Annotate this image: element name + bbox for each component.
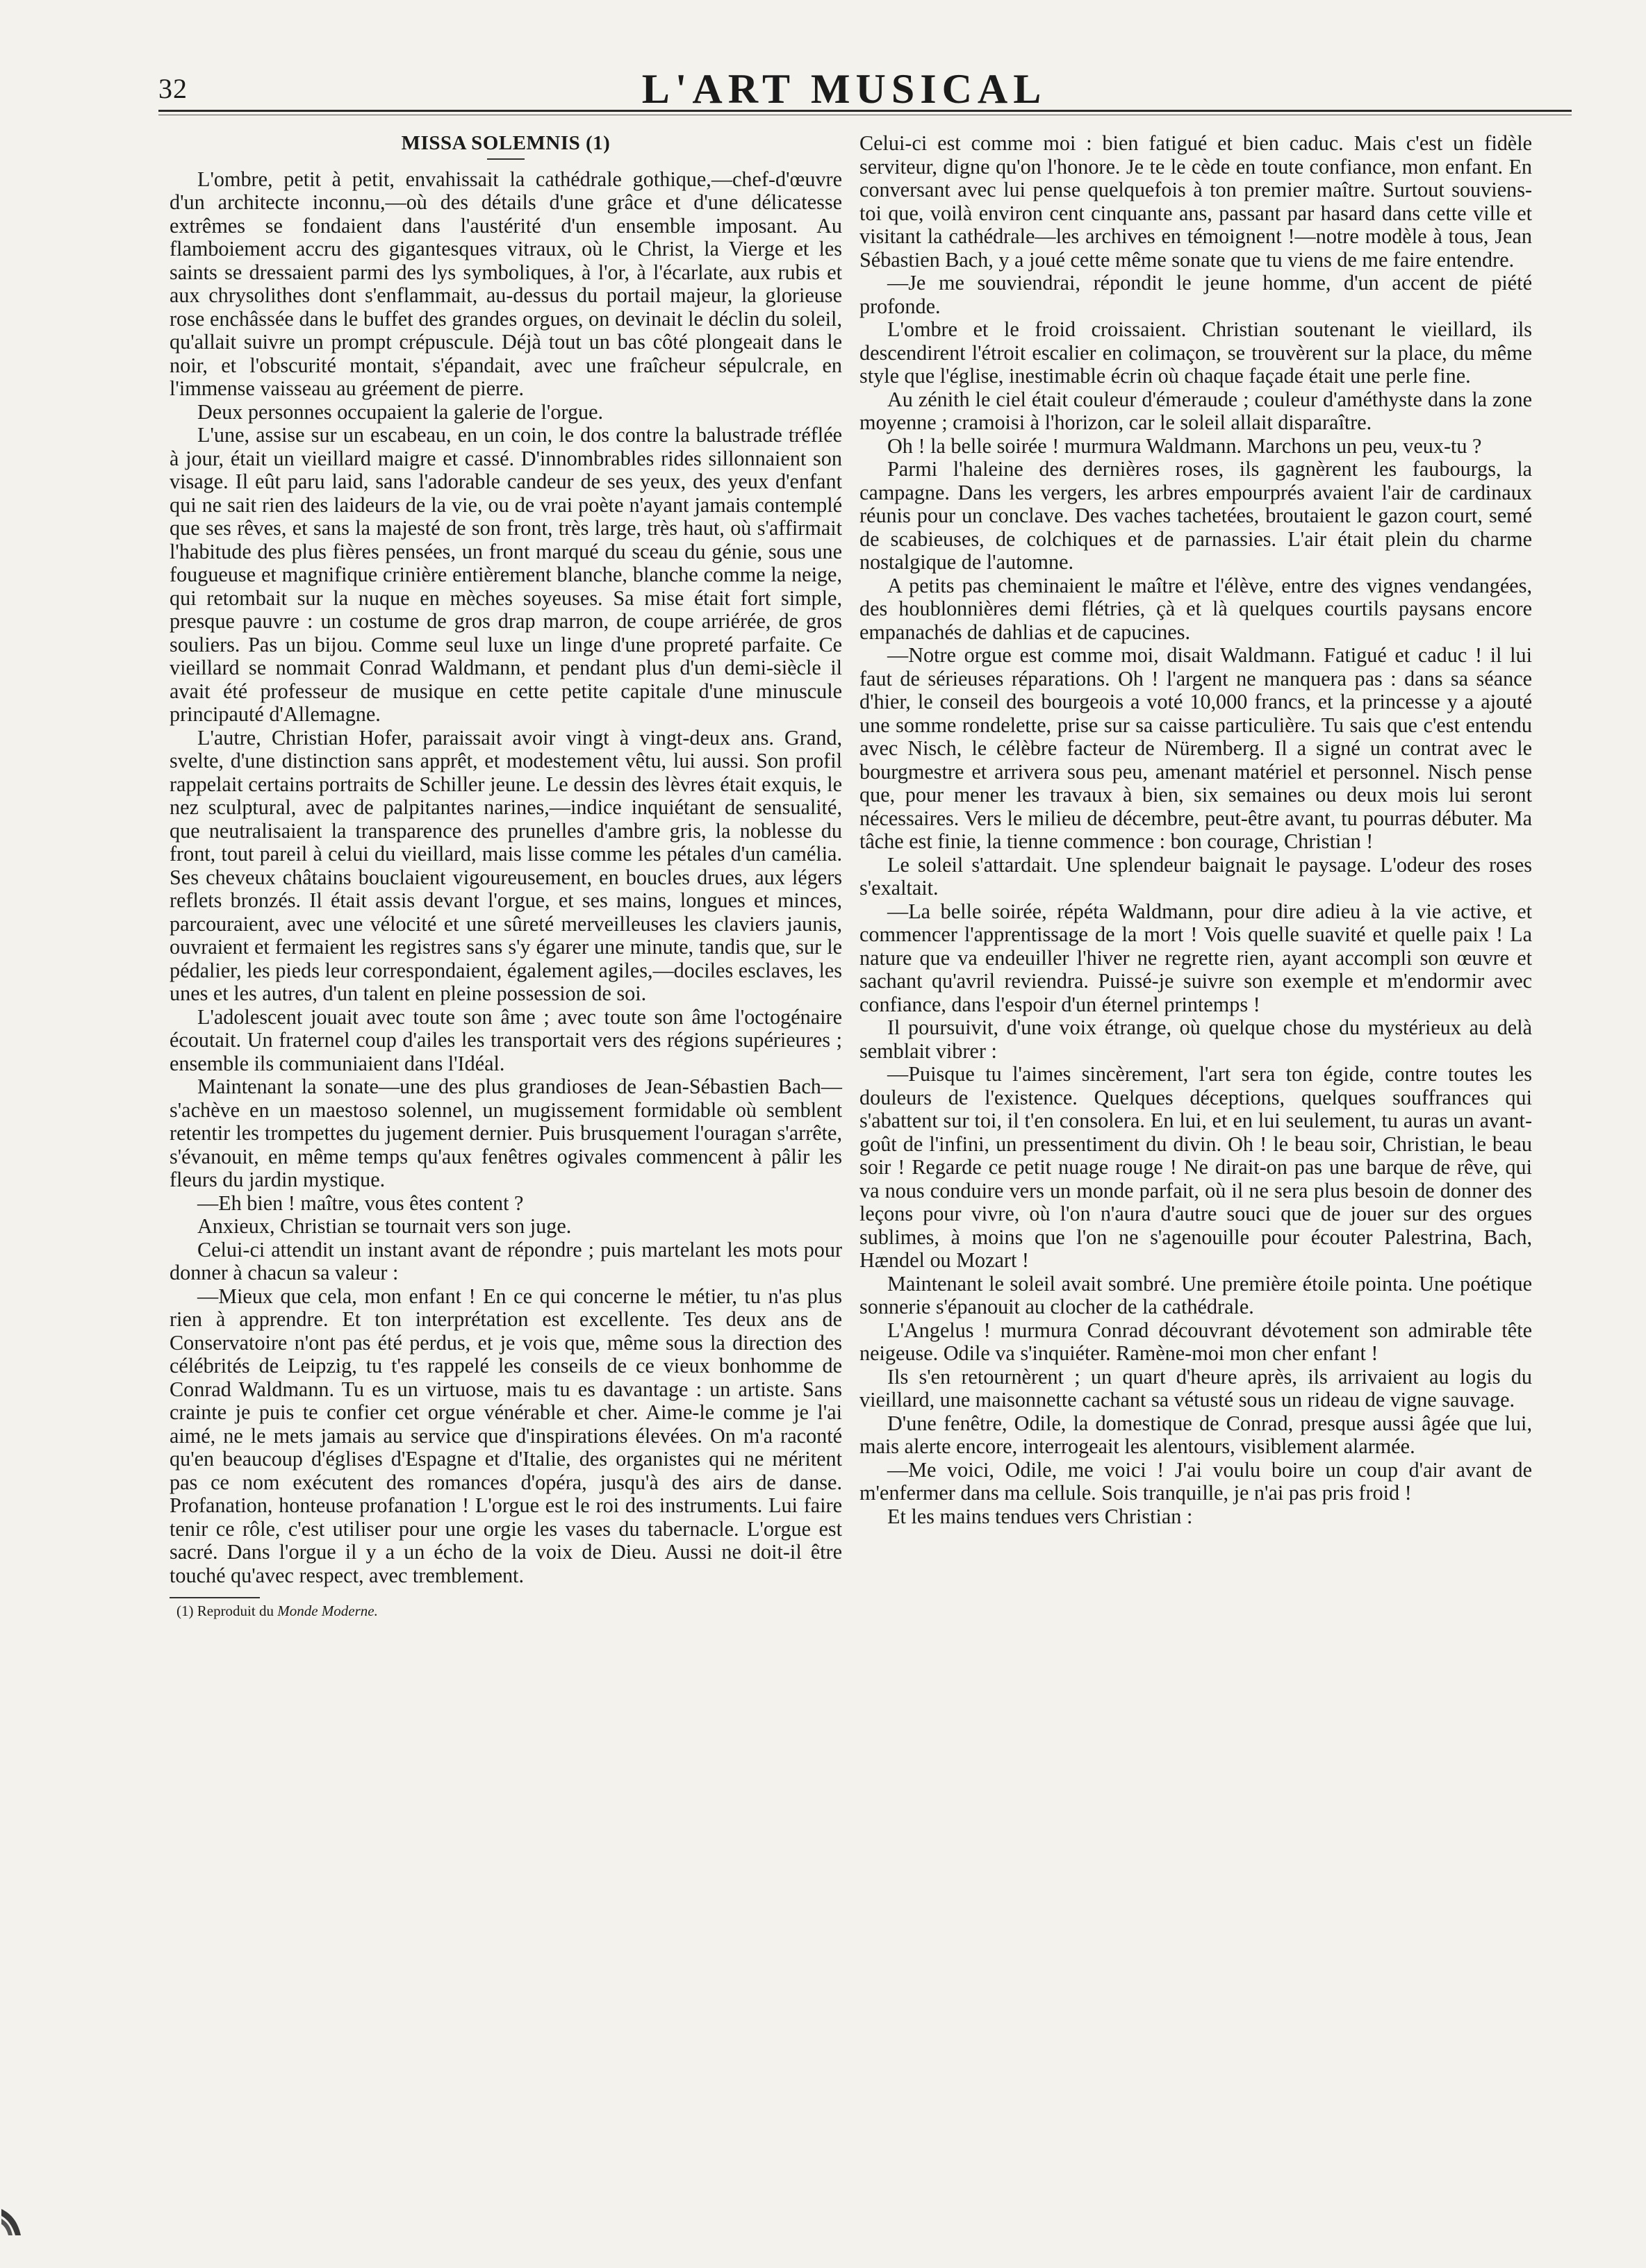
paragraph: —Mieux que cela, mon enfant ! En ce qui concerne le métier, tu n'as plus rien à apprendre. Et ton interprétation est excellente. Tes deux ans de Conservatoire n'ont pas été perdus, et je vois que, même sous la direction des célébrités de Leipzig, tu t'es rappelé les conseils de ce vieux bonhomme de Conrad Waldmann. Tu es un virtuose, mais tu es davantage : un artiste. Sans crainte je puis te confier cet orgue vénérable et cher. Aime-le comme je l'ai aimé, ne le mets jamais au service que d'inspirations élevées. On m'a raconté qu'en beaucoup d'églises d'Espagne et d'Italie, des organistes qui ne méritent pas ce nom exécutent des romances d'opéra, jusqu'à des airs de danse. Profanation, honteuse profanation ! L'orgue est le roi des instruments. Lui faire tenir ce rôle, c'est utiliser pour une orgie les vases du tabernacle. L'orgue est sacré. Dans l'orgue il y a un écho de la voix de Dieu. Aussi ne doit-il être touché qu'avec respect, avec tremblement. [170, 1284, 842, 1587]
paragraph: L'Angelus ! murmura Conrad découvrant dévotement son admirable tête neigeuse. Odile va s'inquiéter. Ramène-moi mon cher enfant ! [859, 1318, 1532, 1365]
paragraph: Le soleil s'attardait. Une splendeur baignait le paysage. L'odeur des roses s'exaltait. [859, 852, 1532, 900]
right-column [859, 132, 1532, 1528]
paragraph: L'autre, Christian Hofer, paraissait avoir vingt à vingt-deux ans. Grand, svelte, d'une distinction sans apprêt, et modestement vêtu, lui aussi. Son profil rappelait certains portraits de Schiller jeune. Le dessin des lèvres était exquis, le nez sculptural, avec de palpitantes narines,—indice inquiétant de sensualité, que neutralisaient la transparence des prunelles d'ambre gris, la noblesse du front, tout pareil à celui du vieillard, mais lisse comme les pétales d'un camélia. Ses cheveux châtains bouclaient vigoureusement, en boucles drues, aux légers reflets bronzés. Il était assis devant l'orgue, et ses mains, longues et minces, parcouraient, avec une vélocité et une sûreté merveilleuses les claviers jaunis, ouvraient et fermaient les registres sans s'y égarer une minute, tandis que, sur le pédalier, les pieds leur correspondaient, également agiles,—dociles esclaves, les unes et les autres, d'un talent en pleine possession de soi. [170, 725, 842, 1005]
paragraph: Parmi l'haleine des dernières roses, ils gagnèrent les faubourgs, la campagne. Dans les vergers, les arbres empourprés avaient l'air de cardinaux réunis pour un conclave. Des vaches tachetées, broutaient le gazon court, semé de scabieuses, de colchiques et de parnassies. L'air était plein du charme nostalgique de l'automne. [859, 457, 1532, 574]
paragraph: L'adolescent jouait avec toute son âme ; avec toute son âme l'octogénaire écoutait. Un fraternel coup d'ailes les transportait vers des régions supérieures ; ensemble ils communiaient dans l'Idéal. [170, 1004, 842, 1075]
paragraph: L'une, assise sur un escabeau, en un coin, le dos contre la balustrade tréflée à jour, était un vieillard maigre et cassé. D'innombrables rides sillonnaient son visage. Il eût paru laid, sans l'adorable candeur de ses yeux, des yeux d'enfant qui ne sait rien des laideurs de la vie, ou de vrai poète n'ayant jamais contemplé que ses rêves, et sans la majesté de son front, très large, très haut, où s'affirmait l'habitude des plus fières pensées, un front marqué du sceau du génie, sous une fougueuse et magnifique crinière entièrement blanche, blanche comme la neige, qui retombait sur la nuque en mèches soyeuses. Sa mise était fort simple, presque pauvre : un costume de gros drap marron, de coupe arriérée, de gros souliers. Pas un bijou. Comme seul luxe un linge d'une propreté parfaite. Ce vieillard se nommait Conrad Waldmann, et pendant plus d'un demi-siècle il avait été professeur de musique en cette petite capitale d'une minuscule principauté d'Allemagne. [170, 423, 842, 726]
page-number: 32 [158, 73, 188, 104]
title-rule [487, 158, 525, 160]
paragraph: —Eh bien ! maître, vous êtes content ? [197, 1191, 524, 1215]
article-title: MISSA SOLEMNIS (1) [401, 132, 611, 154]
paragraph: D'une fenêtre, Odile, la domestique de Conrad, presque aussi âgée que lui, mais alerte encore, interrogeait les alentours, visiblement alarmée. [859, 1411, 1532, 1458]
corner-ornament-icon [0, 2202, 28, 2237]
footnote [170, 1603, 842, 1619]
footnote-text: (1) Reproduit du [176, 1603, 278, 1619]
header-rule [158, 110, 1572, 112]
left-column [170, 132, 842, 1619]
masthead-title: L'ART MUSICAL [641, 66, 1047, 112]
paragraph: A petits pas cheminaient le maître et l'élève, entre des vignes vendangées, des houblonnières demi flétries, çà et là quelques courtils paysans encore empanachés de dahlias et de capucines. [859, 573, 1532, 644]
paragraph: —Notre orgue est comme moi, disait Waldmann. Fatigué et caduc ! il lui faut de sérieuses réparations. Oh ! l'argent ne manquera pas : dans sa séance d'hier, le conseil des bourgeois a voté 10,000 francs, et la princesse y a ajouté une somme rondelette, prise sur sa caisse particulière. Tu sais que c'est entendu avec Nisch, le célèbre facteur de Nüremberg. Il a signé un contrat avec le bourgmestre et arrivera sous peu, amenant matériel et personnel. Nisch pense que, pour mener les travaux à bien, six semaines ou deux mois lui seront nécessaires. Vers le milieu de décembre, peut-être avant, tu pourras débuter. Ma tâche est finie, la tienne commence : bon courage, Christian ! [859, 643, 1532, 853]
paragraph: Au zénith le ciel était couleur d'émeraude ; couleur d'améthyste dans la zone moyenne ; cramoisi à l'horizon, car le soleil allait disparaître. [859, 387, 1532, 434]
paragraph: Anxieux, Christian se tournait vers son juge. [197, 1214, 572, 1238]
paragraph: Maintenant le soleil avait sombré. Une première étoile pointa. Une poétique sonnerie s'épanouit au clocher de la cathédrale. [859, 1271, 1532, 1318]
paragraph: —Je me souviendrai, répondit le jeune homme, d'un accent de piété profonde. [859, 271, 1532, 318]
paragraph: —Puisque tu l'aimes sincèrement, l'art sera ton égide, contre toutes les douleurs de l'existence. Quelques déceptions, quelques souffrances qui s'abattent sur toi, il t'en consolera. En lui, et en lui seulement, tu auras un avant-goût de l'infini, un pressentiment du divin. Oh ! le beau soir, Christian, le beau soir ! Regarde ce petit nuage rouge ! Ne dirait-on pas une barque de rêve, qui va nous conduire vers un monde parfait, où il ne sera plus besoin de donner des leçons pour vivre, où l'on n'aura d'autre souci que de jouer sur des orgues sublimes, à moins que l'on ne s'agenouille pour écouter Palestrina, Bach, Hændel ou Mozart ! [859, 1062, 1532, 1272]
paragraph: Et les mains tendues vers Christian : [887, 1504, 1193, 1528]
paragraph: Il poursuivit, d'une voix étrange, où quelque chose du mystérieux au delà semblait vibrer : [859, 1016, 1532, 1063]
footnote-source: Monde Moderne. [277, 1603, 378, 1619]
paragraph: —La belle soirée, répéta Waldmann, pour dire adieu à la vie active, et commencer l'apprentissage de la mort ! Vois quelle suavité et quelle paix ! La nature que va endeuiller l'hiver ne regrette rien, ayant accompli son œuvre et sachant qu'avril reviendra. Puissé-je suivre son exemple et m'endormir avec confiance, dans l'espoir d'un éternel printemps ! [859, 899, 1532, 1016]
paragraph: Celui-ci attendit un instant avant de répondre ; puis martelant les mots pour donner à chacun sa valeur : [170, 1237, 842, 1284]
paragraph: Oh ! la belle soirée ! murmura Waldmann. Marchons un peu, veux-tu ? [887, 433, 1482, 458]
footnote-rule [170, 1597, 260, 1598]
paragraph: L'ombre, petit à petit, envahissait la cathédrale gothique,—chef-d'œuvre d'un architecte inconnu,—où des détails d'une grâce et d'une délicatesse extrêmes se fondaient dans l'austérité d'un ensemble imposant. Au flamboiement accru des gigantesques vitraux, où le Christ, la Vierge et les saints se dressaient parmi des lys symboliques, à l'or, à l'écarlate, aux rubis et aux chrysolithes dont s'enflammait, au-dessus du portail majeur, la glorieuse rose enchâssée dans le buffet des grandes orgues, on devinait le déclin du soleil, qu'allait suivre un prompt crépuscule. Déjà tout un bas côté plongeait dans le noir, et l'obscurité montait, s'épandait, avec une fraîcheur sépulcrale, en l'immense vaisseau au gréement de pierre. [170, 167, 842, 400]
paragraph: Ils s'en retournèrent ; un quart d'heure après, ils arrivaient au logis du vieillard, une maisonnette cachant sa vétusté sous un rideau de vigne sauvage. [859, 1364, 1532, 1412]
paragraph: —Me voici, Odile, me voici ! J'ai voulu boire un coup d'air avant de m'enfermer dans ma cellule. Sois tranquille, je n'ai pas pris froid ! [859, 1457, 1532, 1505]
paragraph: Maintenant la sonate—une des plus grandioses de Jean-Sébastien Bach—s'achève en un maestoso solennel, un mugissement formidable où semblent retentir les trompettes du jugement dernier. Puis brusquement l'ouragan s'arrête, s'évanouit, en même temps qu'aux fenêtres ogivales commencent à pâlir les fleurs du jardin mystique. [170, 1075, 842, 1191]
paragraph: Deux personnes occupaient la galerie de l'orgue. [197, 399, 604, 424]
paragraph: Celui-ci est comme moi : bien fatigué et bien caduc. Mais c'est un fidèle serviteur, digne qu'on l'honore. Je te le cède en toute confiance, mon enfant. En conversant avec lui pense quelquefois à ton premier maître. Surtout souviens-toi que, voilà environ cent cinquante ans, passant par hasard dans cette ville et visitant la cathédrale—les archives en témoignent !—notre modèle à tous, Jean Sébastien Bach, y a joué cette même sonate que tu viens de me faire entendre. [859, 131, 1532, 272]
paragraph: L'ombre et le froid croissaient. Christian soutenant le vieillard, ils descendirent l'étroit escalier en colimaçon, se trouvèrent sur la place, du même style que l'église, inestimable écrin où chaque façade était une perle fine. [859, 317, 1532, 388]
